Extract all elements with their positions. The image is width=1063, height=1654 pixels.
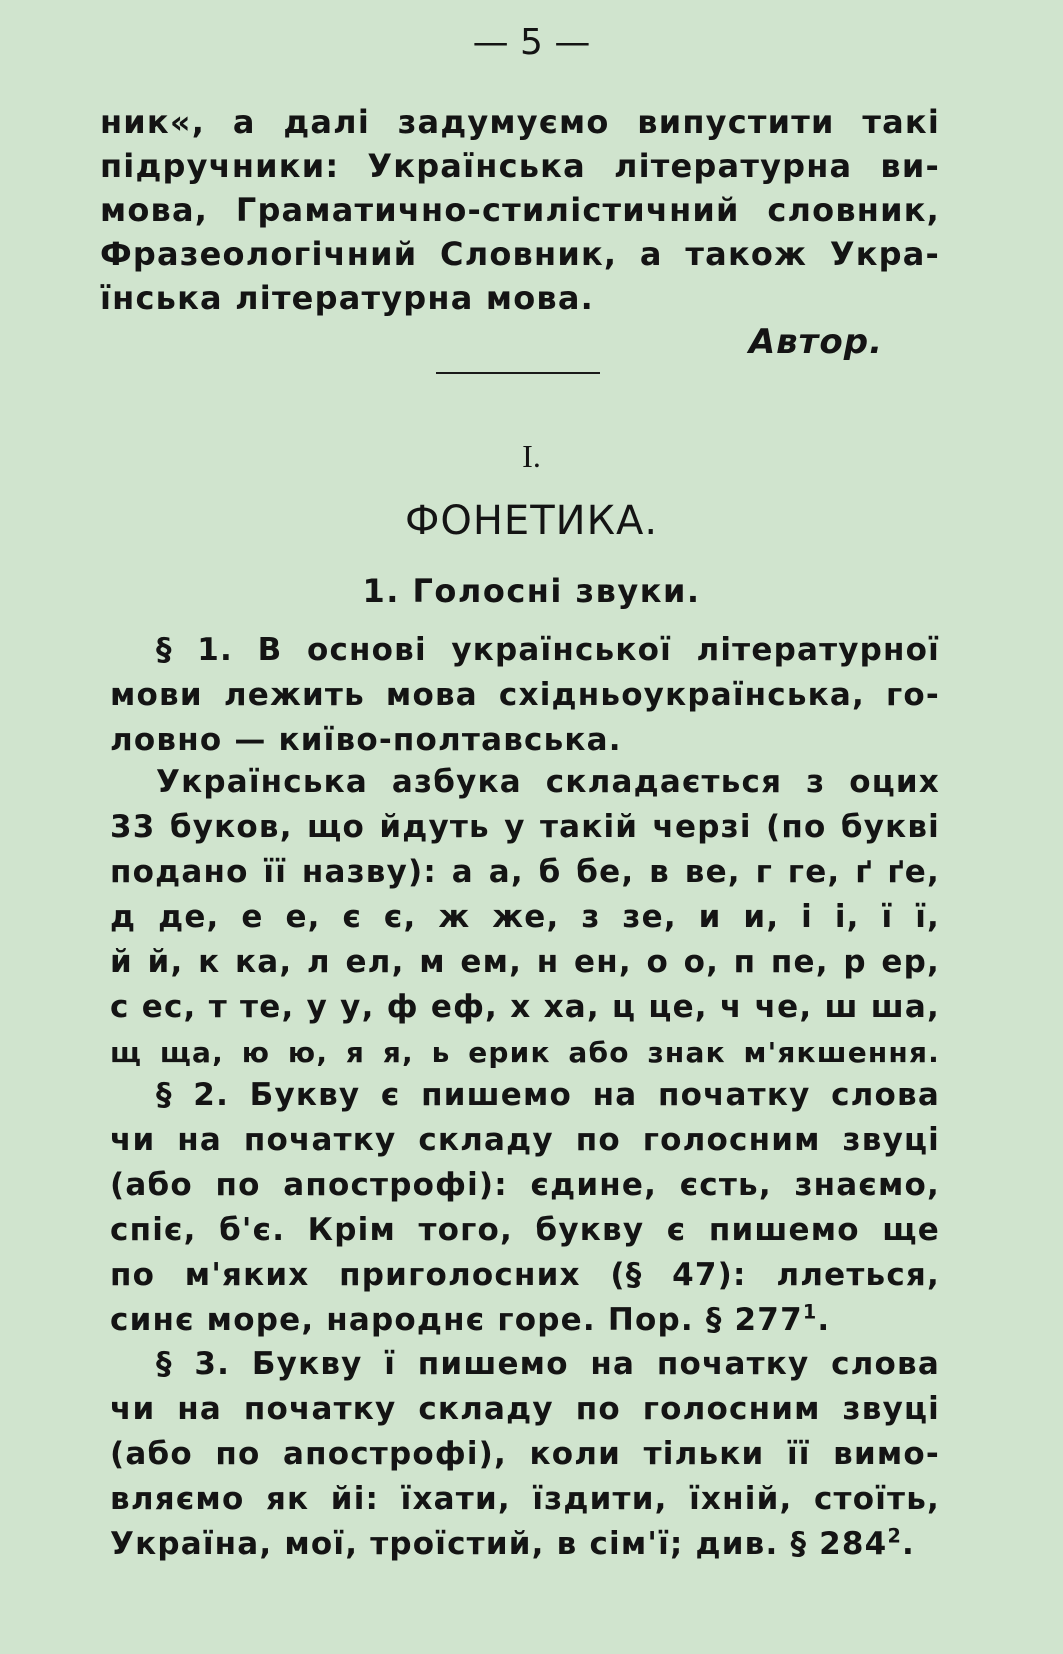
text-line: щ ща, ю ю, я я, ь ерик або знак м'якшення.	[110, 1036, 940, 1069]
text-line: підручники: Українська літературна ви-	[100, 147, 940, 185]
text-line: § 2. Букву є пишемо на початку слова	[156, 1077, 940, 1113]
text-line: ник«, а далі задумуємо випустити такі	[100, 103, 940, 141]
text-line: Українська азбука складається з оцих	[156, 764, 940, 800]
text-line: д де, е е, є є, ж же, з зе, и и, і і, ї ї,	[110, 899, 940, 935]
text-line: подано її назву): а а, б бе, в ве, г ге, ґ ґе,	[110, 854, 940, 890]
text-line: й й, к ка, л ел, м ем, н ен, о о, п пе, р ер,	[110, 944, 940, 980]
footnote-marker: 2	[887, 1524, 903, 1548]
text-line: (або по апострофі), коли тільки її вимо-	[110, 1436, 940, 1472]
text-line: вляємо як йі: їхати, їздити, їхній, стоїть,	[110, 1481, 940, 1517]
page-number: — 5 —	[472, 22, 591, 63]
author-signature: Автор.	[748, 322, 883, 362]
text-line: § 1. В основі української літературної	[156, 632, 940, 668]
paragraph-1	[110, 628, 940, 763]
chapter-number: I.	[522, 438, 541, 474]
intro-paragraph	[100, 100, 940, 320]
line-end: .	[817, 1302, 831, 1338]
text-line: чи на початку складу по голосним звуці	[110, 1391, 940, 1427]
text-line: чи на початку складу по голосним звуці	[110, 1122, 940, 1158]
text-line: ловно — київо-полтавська.	[110, 722, 622, 758]
text-line: їнська літературна мова.	[100, 279, 594, 317]
text-line-with-footnote	[110, 1522, 940, 1567]
paragraph-3	[110, 1342, 940, 1567]
text-line: (або по апострофі): єдине, єсть, знаємо,	[110, 1167, 940, 1203]
paragraph-2	[110, 1073, 940, 1343]
text-line: § 3. Букву ї пишемо на початку слова	[156, 1346, 940, 1382]
footnote-marker: 1	[802, 1300, 818, 1324]
line-end: .	[902, 1526, 915, 1562]
text-line: мови лежить мова східньоукраїнська, го-	[110, 677, 940, 713]
text-line: Фразеологічний Словник, а також Укра-	[100, 235, 940, 273]
text-line: по м'яких приголосних (§ 47): ллеться,	[110, 1257, 940, 1293]
subsection-title: 1. Голосні звуки.	[362, 572, 701, 610]
text-line: мова, Граматично-стилістичний словник,	[100, 191, 940, 229]
text-line-with-footnote	[110, 1298, 940, 1343]
text-line: 33 буков, що йдуть у такій черзі (по букві	[110, 809, 940, 845]
text-line: спіє, б'є. Крім того, букву є пишемо ще	[110, 1212, 940, 1248]
text-line: Україна, мої, троїстий, в сім'ї; див. § 284	[110, 1526, 888, 1562]
text-line: с ес, т те, у у, ф еф, х ха, ц це, ч че, ш ша,	[110, 989, 940, 1025]
section-divider	[436, 372, 600, 374]
text-line: синє море, народнє горе. Пор. § 277	[110, 1302, 803, 1338]
alphabet-paragraph	[110, 760, 940, 1075]
chapter-title: ФОНЕТИКА.	[404, 498, 659, 544]
